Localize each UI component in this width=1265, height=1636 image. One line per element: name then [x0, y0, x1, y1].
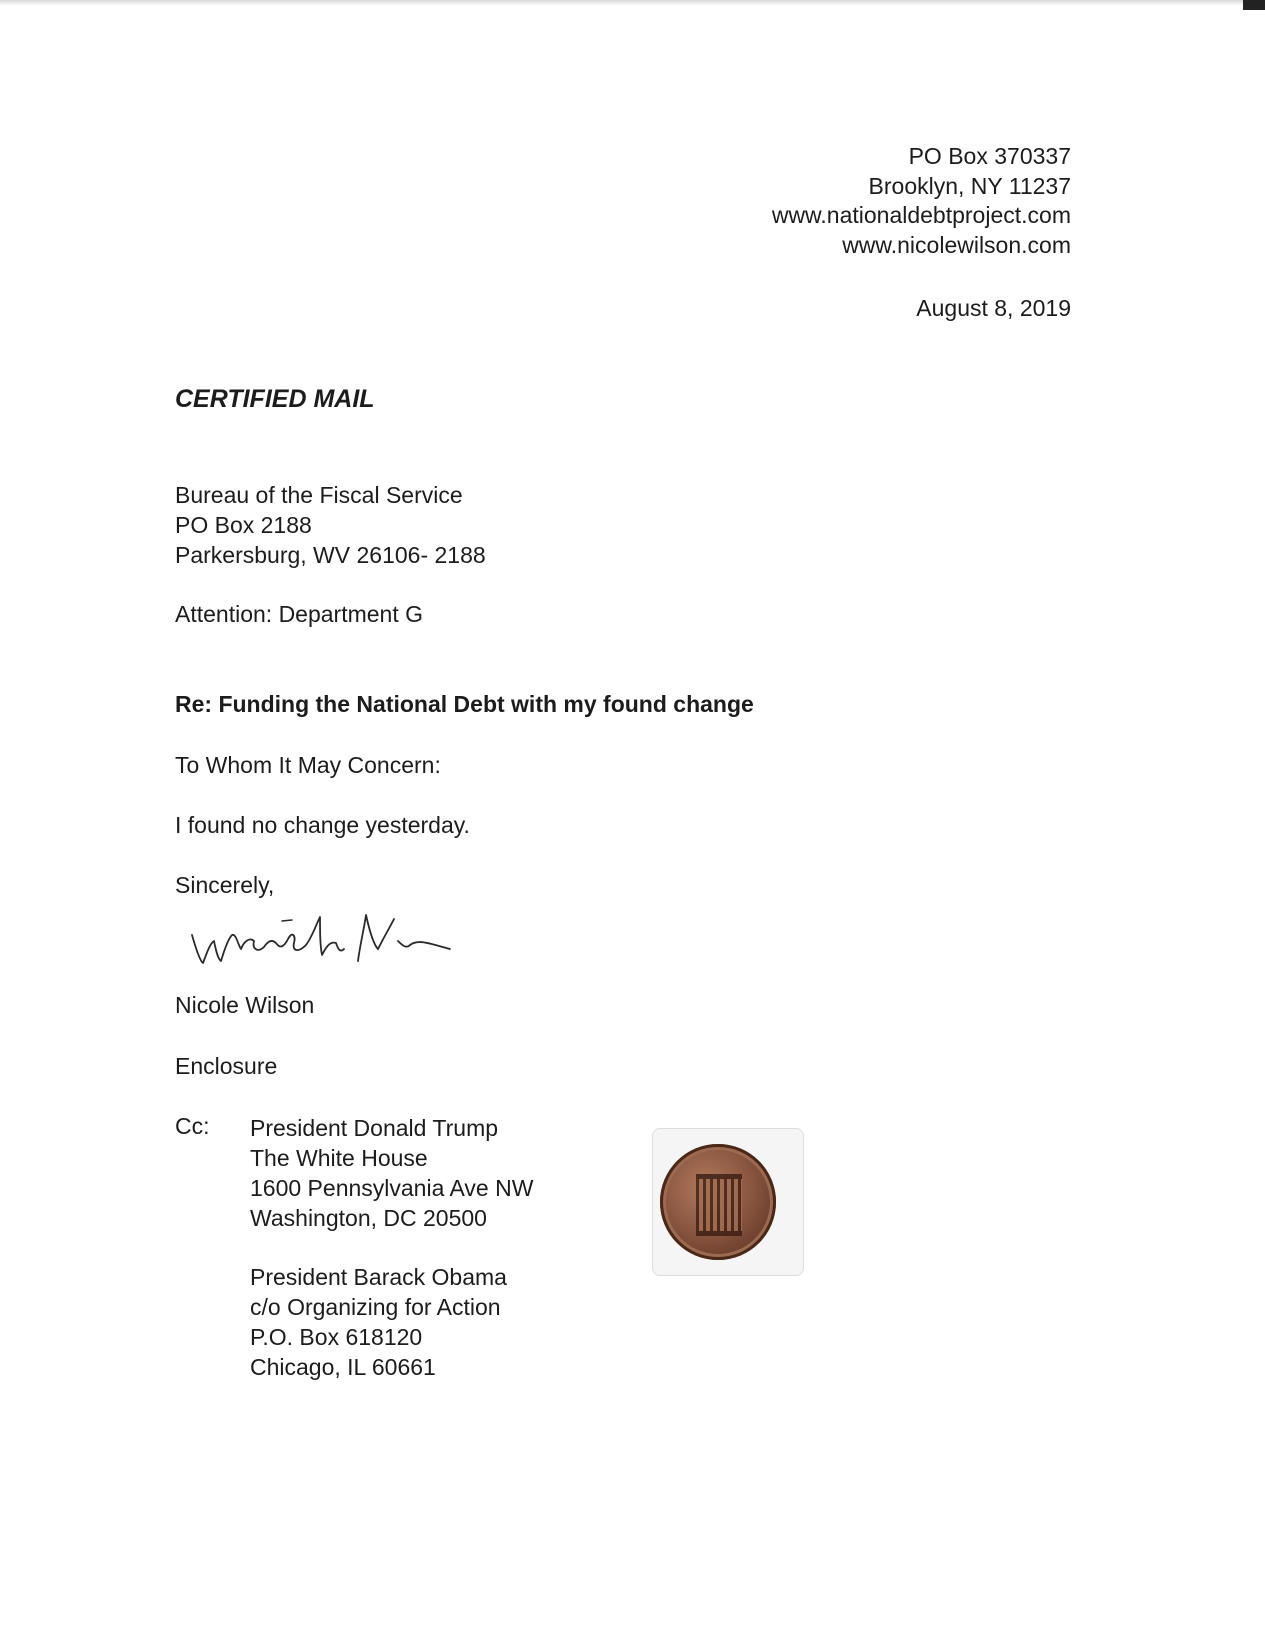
penny-coin-icon: [660, 1144, 776, 1260]
delivery-method: CERTIFIED MAIL: [175, 385, 375, 413]
cc-recipient-street: P.O. Box 618120: [250, 1324, 423, 1350]
cc-recipient: [250, 1262, 507, 1382]
lincoln-memorial-icon: [696, 1174, 742, 1236]
closing: Sincerely,: [175, 872, 275, 898]
handwritten-signature: [188, 905, 458, 975]
recipient-address: [175, 480, 486, 570]
sender-website-1: www.nationaldebtproject.com: [771, 202, 1071, 228]
cc-recipient-line: c/o Organizing for Action: [250, 1294, 501, 1320]
sender-website-2: www.nicolewilson.com: [842, 231, 1071, 258]
letter-body: I found no change yesterday.: [175, 812, 470, 838]
cc-recipient-city: Washington, DC 20500: [250, 1205, 487, 1231]
salutation: To Whom It May Concern:: [175, 752, 441, 778]
subject-line: Re: Funding the National Debt with my found change: [175, 691, 754, 717]
scan-corner-mark: [1243, 0, 1265, 10]
sender-address: [772, 142, 1071, 260]
sender-po-box: PO Box 370337: [908, 143, 1071, 169]
enclosure-note: Enclosure: [175, 1053, 278, 1079]
signer-name: Nicole Wilson: [175, 992, 315, 1018]
taped-penny: [648, 1128, 808, 1276]
recipient-po-box: PO Box 2188: [175, 512, 312, 538]
cc-recipient-name: President Barack Obama: [250, 1264, 507, 1290]
cc-label: Cc:: [175, 1113, 210, 1139]
cc-recipient: [250, 1113, 533, 1233]
scan-edge: [0, 0, 1265, 6]
sender-city: Brooklyn, NY 11237: [868, 172, 1071, 199]
recipient-city: Parkersburg, WV 26106- 2188: [175, 542, 486, 568]
cc-recipient-name: President Donald Trump: [250, 1115, 499, 1141]
cc-recipient-line: The White House: [250, 1145, 428, 1171]
cc-recipient-street: 1600 Pennsylvania Ave NW: [250, 1175, 534, 1201]
recipient-name: Bureau of the Fiscal Service: [175, 482, 463, 508]
cc-recipient-city: Chicago, IL 60661: [250, 1354, 436, 1380]
attention-line: Attention: Department G: [175, 601, 424, 627]
letter-date: August 8, 2019: [916, 295, 1071, 321]
